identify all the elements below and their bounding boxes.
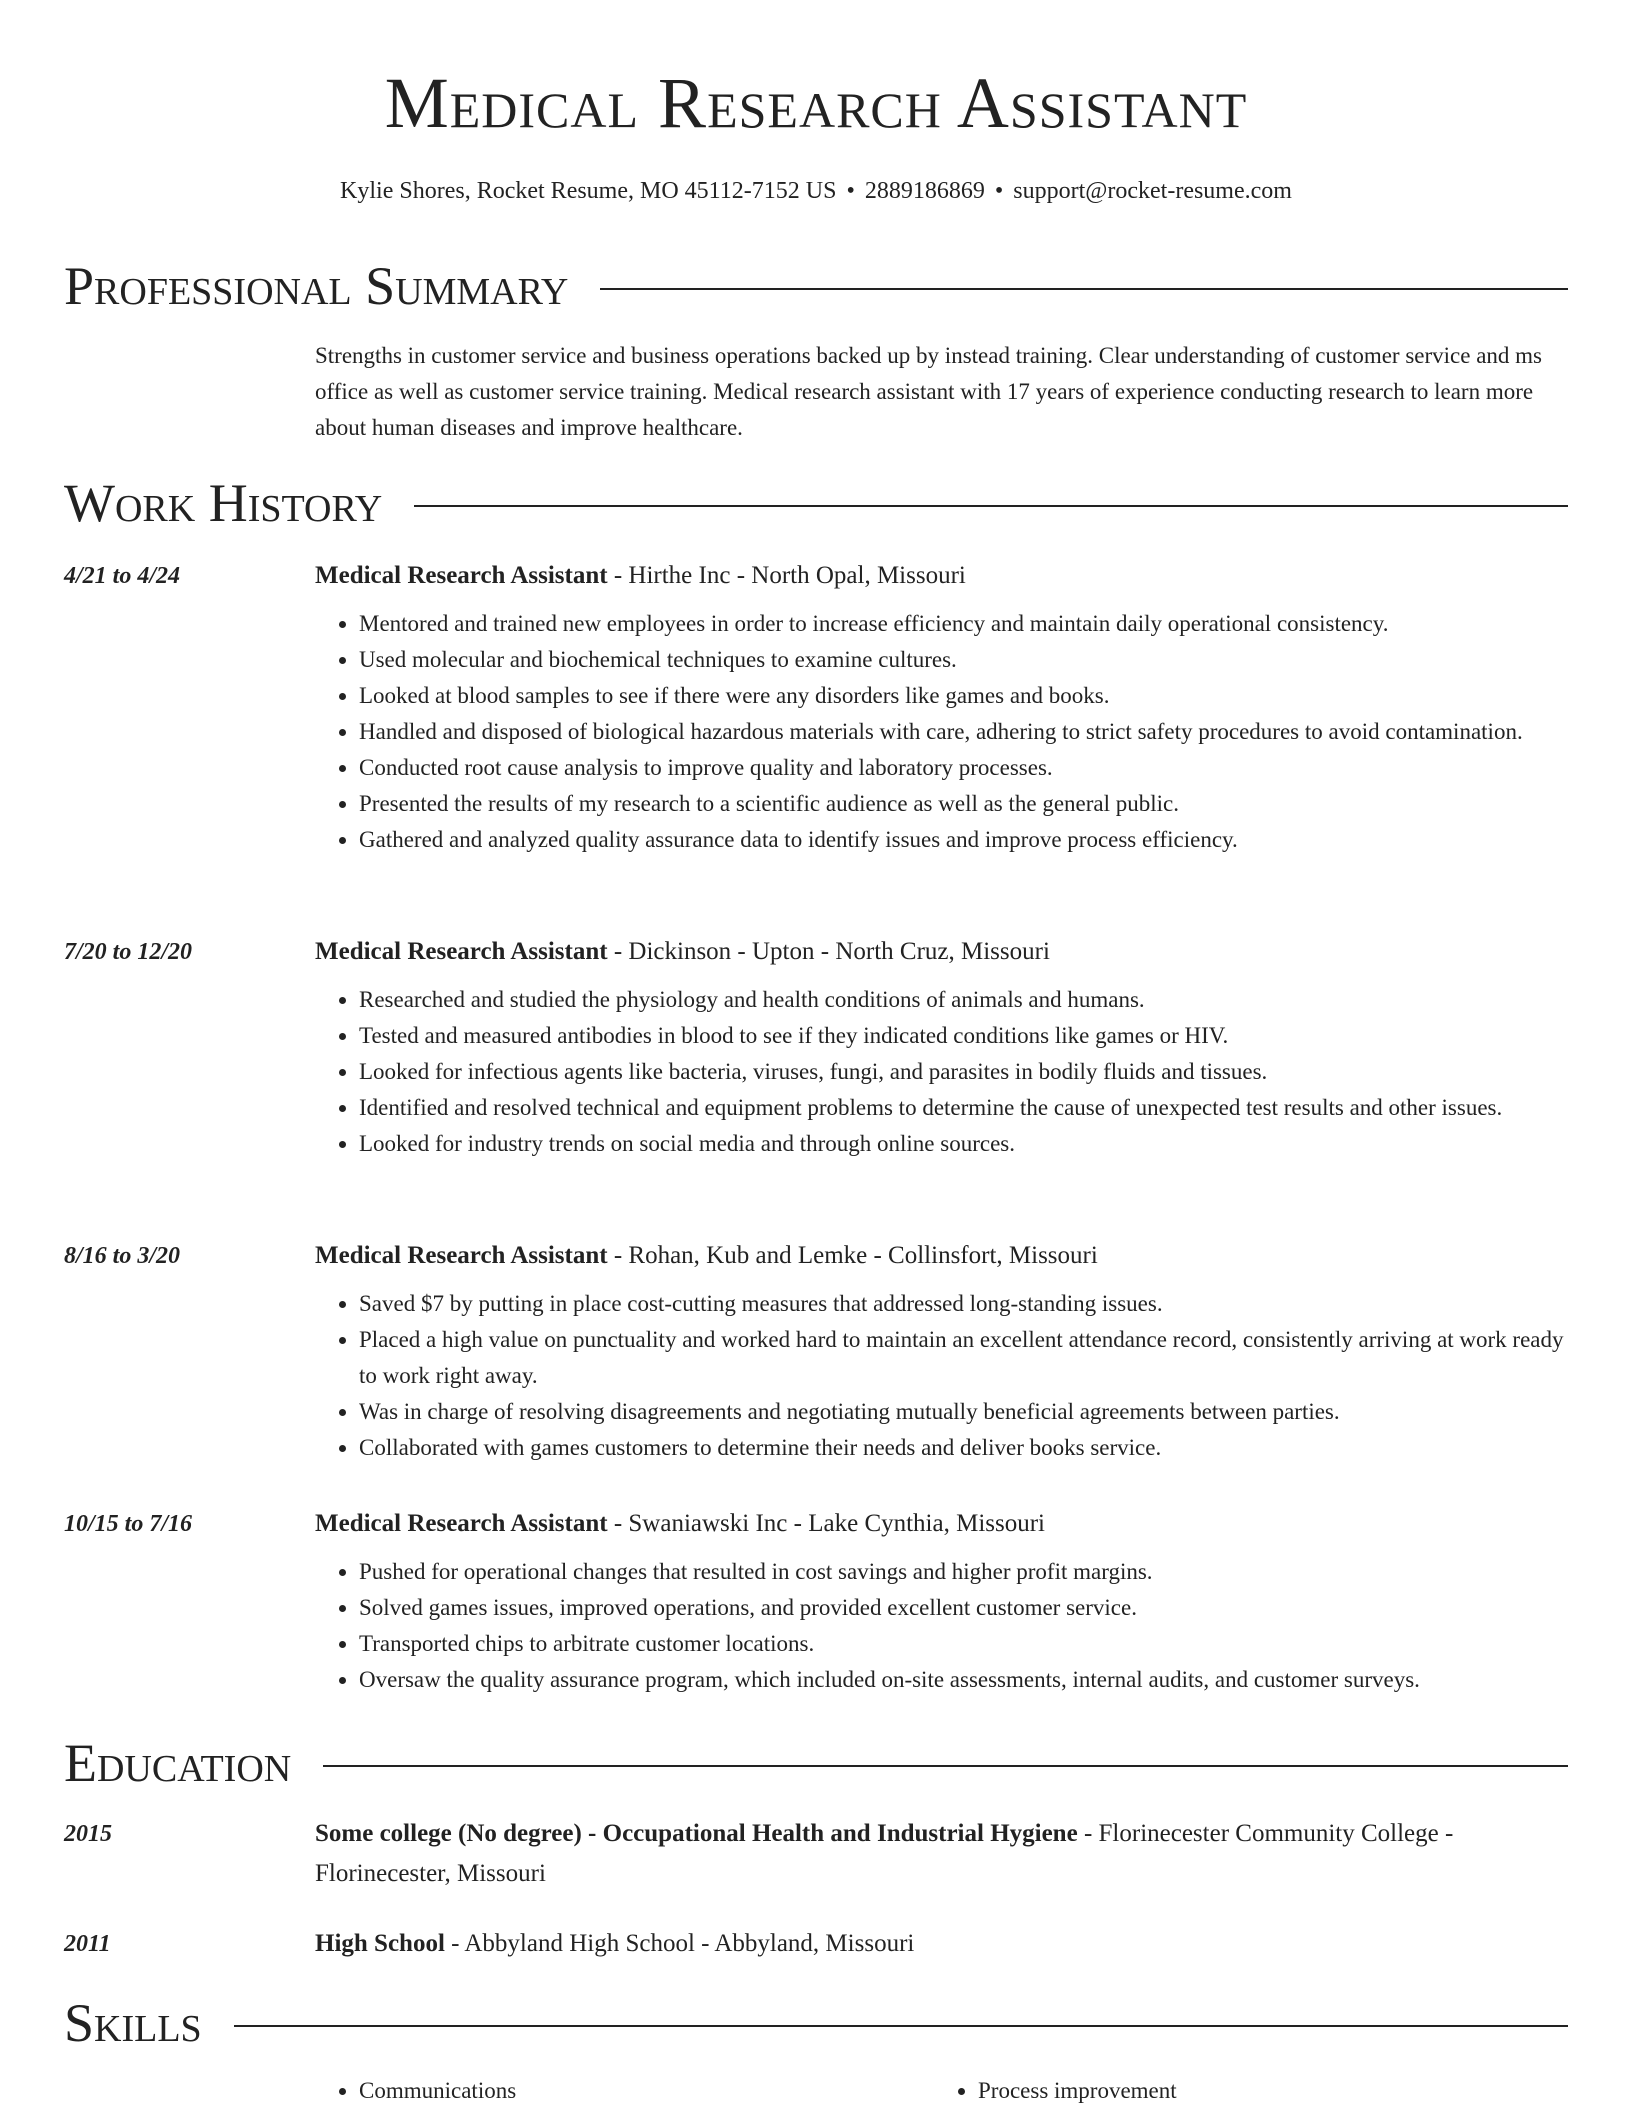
contact-address: Kylie Shores, Rocket Resume, MO 45112-7152 US <box>340 178 837 204</box>
work-bullet: • Researched and studied the physiology and health conditions of animals and humans. <box>359 982 1570 1018</box>
work-bullet: • Used molecular and biochemical techniques to examine cultures. <box>359 642 1570 678</box>
work-bullet: • Placed a high value on punctuality and worked hard to maintain an excellent attendance record, consistently arriving at work ready to work right away. <box>359 1322 1570 1394</box>
work-title: Medical Research Assistant <box>315 938 608 965</box>
work-bullet: • Collaborated with games customers to determine their needs and deliver books service. <box>359 1430 1570 1466</box>
education-entry <box>64 1814 1570 1894</box>
contact-separator: • <box>994 178 1004 204</box>
work-bullets <box>315 1286 1570 1466</box>
section-header-summary <box>64 256 1568 316</box>
section-title-skills: Skills <box>64 1993 202 2053</box>
section-header-work <box>64 473 1568 533</box>
section-header-education <box>64 1733 1568 1793</box>
work-bullet: • Transported chips to arbitrate customer locations. <box>359 1626 1570 1662</box>
work-entry <box>64 1504 1570 1698</box>
work-bullets <box>315 982 1570 1162</box>
work-bullet: • Presented the results of my research to a scientific audience as well as the general public. <box>359 786 1570 822</box>
skills-column <box>934 2073 1553 2109</box>
section-divider <box>323 1765 1568 1767</box>
education-title: High School <box>315 1930 445 1957</box>
work-date: 8/16 to 3/20 <box>64 1243 181 1269</box>
work-details: - Hirthe Inc - North Opal, Missouri <box>607 562 966 589</box>
contact-separator: • <box>846 178 855 204</box>
education-heading <box>315 1924 1570 1964</box>
section-header-skills <box>64 1993 1568 2053</box>
education-entry <box>64 1924 1570 1964</box>
work-heading <box>315 556 1570 596</box>
work-bullet: • Looked for industry trends on social media and through online sources. <box>359 1126 1570 1162</box>
contact-line <box>0 174 1632 208</box>
work-details: - Swaniawski Inc - Lake Cynthia, Missouri <box>607 1510 1046 1537</box>
skill-item: • Communications <box>359 2073 934 2109</box>
work-title: Medical Research Assistant <box>315 1242 608 1269</box>
work-bullet: • Gathered and analyzed quality assurance data to identify issues and improve process efficiency. <box>359 822 1570 858</box>
work-bullet: • Mentored and trained new employees in order to increase efficiency and maintain daily operational consistency. <box>359 606 1570 642</box>
work-bullet: • Looked for infectious agents like bacteria, viruses, fungi, and parasites in bodily fluids and tissues. <box>359 1054 1570 1090</box>
work-bullet: • Handled and disposed of biological hazardous materials with care, adhering to strict safety procedures to avoid contamination. <box>359 714 1570 750</box>
summary-text: Strengths in customer service and business operations backed up by instead training. Clear understanding of customer service and ms office as well as customer service training. Medical research assistant with 17 years of experience conducting research to learn more about human diseases and improve healthcare. <box>315 343 1542 440</box>
work-bullet: • Oversaw the quality assurance program, which included on-site assessments, internal audits, and customer surveys. <box>359 1662 1570 1698</box>
section-divider <box>600 288 1568 290</box>
education-heading <box>315 1814 1570 1894</box>
work-heading <box>315 1236 1570 1276</box>
work-heading <box>315 1504 1570 1544</box>
work-date: 4/21 to 4/24 <box>64 563 181 589</box>
work-entry <box>64 1236 1570 1466</box>
skills-list <box>315 2073 1570 2109</box>
work-heading <box>315 932 1570 972</box>
work-bullets <box>315 1554 1570 1698</box>
work-bullet: • Solved games issues, improved operations, and provided excellent customer service. <box>359 1590 1570 1626</box>
section-divider <box>234 2025 1568 2027</box>
section-divider <box>414 505 1568 507</box>
work-bullets <box>315 606 1570 858</box>
work-bullet: • Conducted root cause analysis to improve quality and laboratory processes. <box>359 750 1570 786</box>
work-bullet: • Identified and resolved technical and equipment problems to determine the cause of unexpected test results and other issues. <box>359 1090 1570 1126</box>
section-title-work: Work History <box>64 473 383 533</box>
skills-column <box>315 2073 934 2109</box>
education-date: 2015 <box>64 1821 112 1847</box>
work-date: 7/20 to 12/20 <box>64 939 193 965</box>
work-date: 10/15 to 7/16 <box>64 1511 193 1537</box>
work-title: Medical Research Assistant <box>315 562 608 589</box>
work-details: - Rohan, Kub and Lemke - Collinsfort, Missouri <box>607 1242 1098 1269</box>
section-title-education: Education <box>64 1733 292 1793</box>
work-bullet: • Saved $7 by putting in place cost-cutting measures that addressed long-standing issues. <box>359 1286 1570 1322</box>
work-bullet: • Was in charge of resolving disagreements and negotiating mutually beneficial agreements between parties. <box>359 1394 1570 1430</box>
education-date: 2011 <box>64 1931 111 1957</box>
work-bullet: • Tested and measured antibodies in blood to see if they indicated conditions like games or HIV. <box>359 1018 1570 1054</box>
work-bullet: • Looked at blood samples to see if there were any disorders like games and books. <box>359 678 1570 714</box>
contact-phone: 2889186869 <box>864 178 985 204</box>
work-title: Medical Research Assistant <box>315 1510 608 1537</box>
work-entry <box>64 932 1570 1162</box>
work-details: - Dickinson - Upton - North Cruz, Missouri <box>607 938 1050 965</box>
work-entry <box>64 556 1570 858</box>
skill-item: • Process improvement <box>978 2073 1553 2109</box>
work-bullet: • Pushed for operational changes that resulted in cost savings and higher profit margins. <box>359 1554 1570 1590</box>
resume-title: Medical Research Assistant <box>384 63 1248 143</box>
education-details: - Abbyland High School - Abbyland, Missouri <box>444 1930 915 1957</box>
education-title: Some college (No degree) - Occupational Health and Industrial Hygiene <box>315 1820 1078 1847</box>
section-title-summary: Professional Summary <box>64 256 569 316</box>
contact-email[interactable]: support@rocket-resume.com <box>1013 178 1292 204</box>
education-details: - Florinecester Community College - Florinecester, Missouri <box>315 1820 1454 1887</box>
